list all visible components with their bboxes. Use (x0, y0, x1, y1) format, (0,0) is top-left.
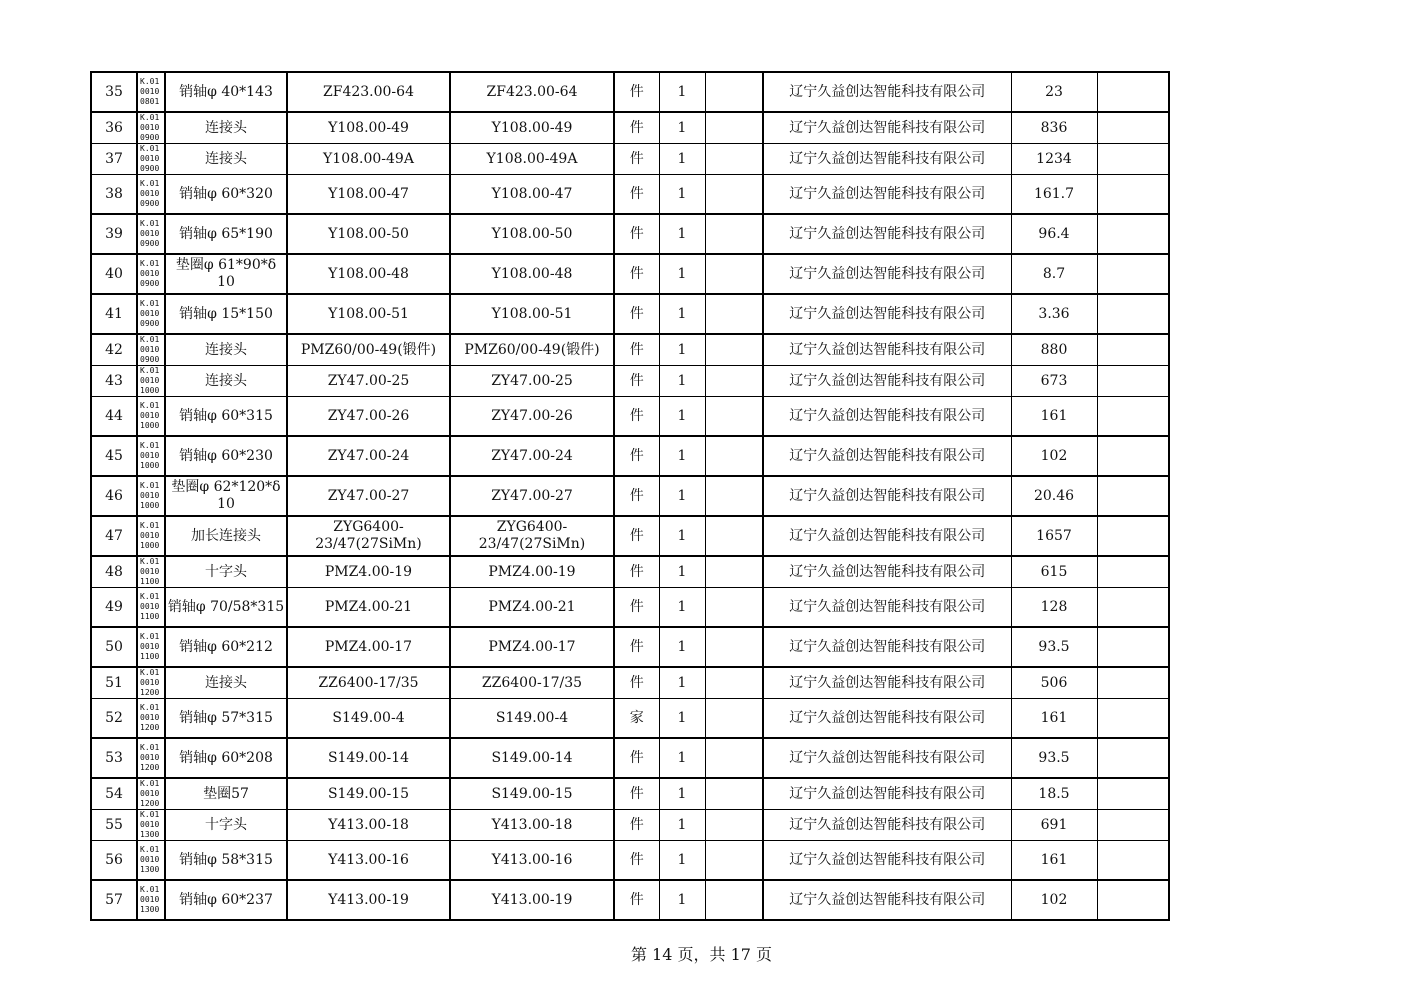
unit-price: 96.4 (1011, 214, 1097, 254)
part-code: Y108.00-49A (287, 144, 450, 175)
quantity: 1 (659, 397, 705, 437)
quantity: 1 (659, 214, 705, 254)
supplier-name: 辽宁久益创达智能科技有限公司 (763, 556, 1011, 588)
page-footer: 第 14 页，共 17 页 (630, 945, 773, 964)
row-number: 56 (91, 841, 137, 881)
remarks-cell (1097, 627, 1169, 667)
quantity: 1 (659, 254, 705, 294)
supplier-name: 辽宁久益创达智能科技有限公司 (763, 72, 1011, 112)
row-number: 41 (91, 294, 137, 334)
drawing-number: Y108.00-51 (450, 294, 614, 334)
part-code: S149.00-15 (287, 778, 450, 810)
unit-price: 8.7 (1011, 254, 1097, 294)
unit-price: 691 (1011, 810, 1097, 841)
row-number: 52 (91, 699, 137, 739)
unit-price: 102 (1011, 436, 1097, 476)
blank-cell (705, 334, 763, 366)
table-row (91, 699, 1169, 739)
drawing-number: ZYG6400-23/47(27SiMn) (450, 516, 614, 556)
drawing-number: ZZ6400-17/35 (450, 667, 614, 699)
table-row (91, 436, 1169, 476)
blank-cell (705, 436, 763, 476)
part-name: 十字头 (165, 556, 287, 588)
material-code: K.01 0010 1300 (137, 880, 165, 920)
material-code: K.01 0010 0900 (137, 144, 165, 175)
part-code: ZF423.00-64 (287, 72, 450, 112)
row-number: 37 (91, 144, 137, 175)
table-row (91, 476, 1169, 516)
table-row (91, 334, 1169, 366)
part-code: ZY47.00-25 (287, 366, 450, 397)
unit: 件 (614, 334, 659, 366)
row-number: 47 (91, 516, 137, 556)
remarks-cell (1097, 294, 1169, 334)
supplier-name: 辽宁久益创达智能科技有限公司 (763, 778, 1011, 810)
row-number: 43 (91, 366, 137, 397)
unit: 件 (614, 436, 659, 476)
table-row (91, 144, 1169, 175)
material-code: K.01 0010 0900 (137, 254, 165, 294)
drawing-number: PMZ60/00-49(锻件) (450, 334, 614, 366)
remarks-cell (1097, 556, 1169, 588)
supplier-name: 辽宁久益创达智能科技有限公司 (763, 588, 1011, 628)
supplier-name: 辽宁久益创达智能科技有限公司 (763, 841, 1011, 881)
table-row (91, 880, 1169, 920)
supplier-name: 辽宁久益创达智能科技有限公司 (763, 667, 1011, 699)
part-code: PMZ4.00-19 (287, 556, 450, 588)
unit: 件 (614, 627, 659, 667)
table-row (91, 738, 1169, 778)
supplier-name: 辽宁久益创达智能科技有限公司 (763, 880, 1011, 920)
unit: 件 (614, 175, 659, 215)
unit: 件 (614, 112, 659, 144)
blank-cell (705, 738, 763, 778)
quantity: 1 (659, 72, 705, 112)
remarks-cell (1097, 738, 1169, 778)
part-code: ZY47.00-27 (287, 476, 450, 516)
unit-price: 506 (1011, 667, 1097, 699)
row-number: 40 (91, 254, 137, 294)
blank-cell (705, 699, 763, 739)
drawing-number: Y413.00-19 (450, 880, 614, 920)
part-code: Y413.00-16 (287, 841, 450, 881)
part-code: S149.00-14 (287, 738, 450, 778)
part-name: 垫圈φ 61*90*δ 10 (165, 254, 287, 294)
unit: 件 (614, 810, 659, 841)
row-number: 44 (91, 397, 137, 437)
blank-cell (705, 841, 763, 881)
unit: 件 (614, 366, 659, 397)
quantity: 1 (659, 778, 705, 810)
drawing-number: ZY47.00-26 (450, 397, 614, 437)
row-number: 36 (91, 112, 137, 144)
unit: 件 (614, 556, 659, 588)
blank-cell (705, 778, 763, 810)
remarks-cell (1097, 588, 1169, 628)
blank-cell (705, 627, 763, 667)
remarks-cell (1097, 72, 1169, 112)
table-row (91, 667, 1169, 699)
remarks-cell (1097, 214, 1169, 254)
supplier-name: 辽宁久益创达智能科技有限公司 (763, 112, 1011, 144)
remarks-cell (1097, 667, 1169, 699)
quantity: 1 (659, 334, 705, 366)
remarks-cell (1097, 112, 1169, 144)
row-number: 49 (91, 588, 137, 628)
unit-price: 880 (1011, 334, 1097, 366)
drawing-number: ZY47.00-25 (450, 366, 614, 397)
supplier-name: 辽宁久益创达智能科技有限公司 (763, 738, 1011, 778)
unit: 家 (614, 699, 659, 739)
quantity: 1 (659, 294, 705, 334)
supplier-name: 辽宁久益创达智能科技有限公司 (763, 516, 1011, 556)
quantity: 1 (659, 627, 705, 667)
supplier-name: 辽宁久益创达智能科技有限公司 (763, 810, 1011, 841)
table-row (91, 72, 1169, 112)
quantity: 1 (659, 738, 705, 778)
supplier-name: 辽宁久益创达智能科技有限公司 (763, 397, 1011, 437)
remarks-cell (1097, 880, 1169, 920)
part-name: 连接头 (165, 334, 287, 366)
unit-price: 102 (1011, 880, 1097, 920)
material-code: K.01 0010 0900 (137, 175, 165, 215)
quantity: 1 (659, 144, 705, 175)
supplier-name: 辽宁久益创达智能科技有限公司 (763, 294, 1011, 334)
material-code: K.01 0010 0900 (137, 334, 165, 366)
blank-cell (705, 476, 763, 516)
unit-price: 18.5 (1011, 778, 1097, 810)
part-code: S149.00-4 (287, 699, 450, 739)
part-name: 销轴φ 15*150 (165, 294, 287, 334)
table-row (91, 627, 1169, 667)
material-code: K.01 0010 0900 (137, 214, 165, 254)
part-name: 销轴φ 60*208 (165, 738, 287, 778)
blank-cell (705, 214, 763, 254)
material-code: K.01 0010 1200 (137, 738, 165, 778)
unit-price: 161.7 (1011, 175, 1097, 215)
unit-price: 1657 (1011, 516, 1097, 556)
unit: 件 (614, 72, 659, 112)
drawing-number: S149.00-15 (450, 778, 614, 810)
quantity: 1 (659, 366, 705, 397)
table-row (91, 366, 1169, 397)
table-row (91, 778, 1169, 810)
row-number: 53 (91, 738, 137, 778)
unit: 件 (614, 880, 659, 920)
remarks-cell (1097, 516, 1169, 556)
table-row (91, 254, 1169, 294)
supplier-name: 辽宁久益创达智能科技有限公司 (763, 699, 1011, 739)
unit-price: 3.36 (1011, 294, 1097, 334)
table-row (91, 810, 1169, 841)
drawing-number: Y108.00-47 (450, 175, 614, 215)
material-code: K.01 0010 1200 (137, 699, 165, 739)
material-code: K.01 0010 1000 (137, 397, 165, 437)
quantity: 1 (659, 667, 705, 699)
part-code: Y108.00-47 (287, 175, 450, 215)
part-code: Y108.00-48 (287, 254, 450, 294)
unit-price: 161 (1011, 699, 1097, 739)
blank-cell (705, 144, 763, 175)
part-name: 销轴φ 40*143 (165, 72, 287, 112)
material-code: K.01 0010 1000 (137, 436, 165, 476)
drawing-number: ZY47.00-27 (450, 476, 614, 516)
material-code: K.01 0010 1200 (137, 667, 165, 699)
row-number: 50 (91, 627, 137, 667)
unit-price: 161 (1011, 397, 1097, 437)
part-code: Y108.00-51 (287, 294, 450, 334)
unit: 件 (614, 294, 659, 334)
part-code: Y108.00-50 (287, 214, 450, 254)
blank-cell (705, 556, 763, 588)
drawing-number: Y108.00-50 (450, 214, 614, 254)
quantity: 1 (659, 588, 705, 628)
unit-price: 836 (1011, 112, 1097, 144)
material-code: K.01 0010 1100 (137, 556, 165, 588)
part-code: PMZ60/00-49(锻件) (287, 334, 450, 366)
blank-cell (705, 294, 763, 334)
supplier-name: 辽宁久益创达智能科技有限公司 (763, 476, 1011, 516)
supplier-name: 辽宁久益创达智能科技有限公司 (763, 175, 1011, 215)
row-number: 54 (91, 778, 137, 810)
part-name: 加长连接头 (165, 516, 287, 556)
part-code: ZZ6400-17/35 (287, 667, 450, 699)
material-code: K.01 0010 1100 (137, 627, 165, 667)
row-number: 42 (91, 334, 137, 366)
drawing-number: Y108.00-49 (450, 112, 614, 144)
table-row (91, 588, 1169, 628)
part-name: 销轴φ 57*315 (165, 699, 287, 739)
blank-cell (705, 667, 763, 699)
part-name: 销轴φ 60*315 (165, 397, 287, 437)
table-row (91, 294, 1169, 334)
material-code: K.01 0010 0801 (137, 72, 165, 112)
unit: 件 (614, 588, 659, 628)
part-name: 垫圈57 (165, 778, 287, 810)
row-number: 45 (91, 436, 137, 476)
drawing-number: Y413.00-16 (450, 841, 614, 881)
row-number: 39 (91, 214, 137, 254)
supplier-name: 辽宁久益创达智能科技有限公司 (763, 366, 1011, 397)
parts-table (90, 71, 1170, 921)
drawing-number: Y108.00-49A (450, 144, 614, 175)
quantity: 1 (659, 476, 705, 516)
unit-price: 673 (1011, 366, 1097, 397)
blank-cell (705, 175, 763, 215)
quantity: 1 (659, 112, 705, 144)
remarks-cell (1097, 334, 1169, 366)
supplier-name: 辽宁久益创达智能科技有限公司 (763, 436, 1011, 476)
blank-cell (705, 880, 763, 920)
part-name: 销轴φ 60*320 (165, 175, 287, 215)
part-name: 销轴φ 60*237 (165, 880, 287, 920)
blank-cell (705, 810, 763, 841)
remarks-cell (1097, 778, 1169, 810)
part-code: ZY47.00-24 (287, 436, 450, 476)
table-row (91, 841, 1169, 881)
part-code: ZYG6400-23/47(27SiMn) (287, 516, 450, 556)
remarks-cell (1097, 366, 1169, 397)
drawing-number: PMZ4.00-17 (450, 627, 614, 667)
unit: 件 (614, 254, 659, 294)
part-code: Y413.00-19 (287, 880, 450, 920)
remarks-cell (1097, 699, 1169, 739)
table-row (91, 556, 1169, 588)
table-body (91, 72, 1169, 920)
table-row (91, 397, 1169, 437)
row-number: 38 (91, 175, 137, 215)
quantity: 1 (659, 810, 705, 841)
drawing-number: S149.00-14 (450, 738, 614, 778)
drawing-number: S149.00-4 (450, 699, 614, 739)
part-name: 垫圈φ 62*120*δ 10 (165, 476, 287, 516)
unit: 件 (614, 214, 659, 254)
blank-cell (705, 588, 763, 628)
part-code: Y108.00-49 (287, 112, 450, 144)
part-code: PMZ4.00-17 (287, 627, 450, 667)
remarks-cell (1097, 810, 1169, 841)
remarks-cell (1097, 397, 1169, 437)
material-code: K.01 0010 1000 (137, 516, 165, 556)
part-code: Y413.00-18 (287, 810, 450, 841)
quantity: 1 (659, 699, 705, 739)
quantity: 1 (659, 556, 705, 588)
part-name: 销轴φ 65*190 (165, 214, 287, 254)
blank-cell (705, 254, 763, 294)
material-code: K.01 0010 1000 (137, 476, 165, 516)
row-number: 46 (91, 476, 137, 516)
part-name: 销轴φ 60*212 (165, 627, 287, 667)
part-name: 连接头 (165, 112, 287, 144)
table-row (91, 175, 1169, 215)
unit-price: 1234 (1011, 144, 1097, 175)
remarks-cell (1097, 436, 1169, 476)
unit-price: 93.5 (1011, 738, 1097, 778)
blank-cell (705, 516, 763, 556)
quantity: 1 (659, 880, 705, 920)
unit: 件 (614, 841, 659, 881)
row-number: 51 (91, 667, 137, 699)
row-number: 55 (91, 810, 137, 841)
part-name: 销轴φ 58*315 (165, 841, 287, 881)
quantity: 1 (659, 841, 705, 881)
part-code: ZY47.00-26 (287, 397, 450, 437)
supplier-name: 辽宁久益创达智能科技有限公司 (763, 334, 1011, 366)
remarks-cell (1097, 175, 1169, 215)
quantity: 1 (659, 516, 705, 556)
remarks-cell (1097, 841, 1169, 881)
unit: 件 (614, 476, 659, 516)
unit: 件 (614, 778, 659, 810)
unit: 件 (614, 516, 659, 556)
part-name: 连接头 (165, 366, 287, 397)
drawing-number: ZY47.00-24 (450, 436, 614, 476)
material-code: K.01 0010 0900 (137, 112, 165, 144)
unit-price: 20.46 (1011, 476, 1097, 516)
blank-cell (705, 366, 763, 397)
part-name: 销轴φ 60*230 (165, 436, 287, 476)
blank-cell (705, 72, 763, 112)
part-name: 销轴φ 70/58*315 (165, 588, 287, 628)
material-code: K.01 0010 0900 (137, 294, 165, 334)
drawing-number: Y413.00-18 (450, 810, 614, 841)
supplier-name: 辽宁久益创达智能科技有限公司 (763, 214, 1011, 254)
material-code: K.01 0010 1100 (137, 588, 165, 628)
remarks-cell (1097, 476, 1169, 516)
part-code: PMZ4.00-21 (287, 588, 450, 628)
quantity: 1 (659, 175, 705, 215)
part-name: 连接头 (165, 144, 287, 175)
remarks-cell (1097, 254, 1169, 294)
row-number: 35 (91, 72, 137, 112)
drawing-number: PMZ4.00-21 (450, 588, 614, 628)
material-code: K.01 0010 1000 (137, 366, 165, 397)
unit: 件 (614, 144, 659, 175)
unit-price: 615 (1011, 556, 1097, 588)
unit: 件 (614, 397, 659, 437)
quantity: 1 (659, 436, 705, 476)
blank-cell (705, 112, 763, 144)
unit-price: 128 (1011, 588, 1097, 628)
table-row (91, 516, 1169, 556)
drawing-number: Y108.00-48 (450, 254, 614, 294)
row-number: 48 (91, 556, 137, 588)
material-code: K.01 0010 1200 (137, 778, 165, 810)
material-code: K.01 0010 1300 (137, 841, 165, 881)
part-name: 连接头 (165, 667, 287, 699)
supplier-name: 辽宁久益创达智能科技有限公司 (763, 254, 1011, 294)
table-row (91, 112, 1169, 144)
supplier-name: 辽宁久益创达智能科技有限公司 (763, 144, 1011, 175)
drawing-number: ZF423.00-64 (450, 72, 614, 112)
unit: 件 (614, 738, 659, 778)
part-name: 十字头 (165, 810, 287, 841)
unit-price: 93.5 (1011, 627, 1097, 667)
blank-cell (705, 397, 763, 437)
unit-price: 23 (1011, 72, 1097, 112)
material-code: K.01 0010 1300 (137, 810, 165, 841)
remarks-cell (1097, 144, 1169, 175)
drawing-number: PMZ4.00-19 (450, 556, 614, 588)
unit-price: 161 (1011, 841, 1097, 881)
unit: 件 (614, 667, 659, 699)
row-number: 57 (91, 880, 137, 920)
table-row (91, 214, 1169, 254)
supplier-name: 辽宁久益创达智能科技有限公司 (763, 627, 1011, 667)
